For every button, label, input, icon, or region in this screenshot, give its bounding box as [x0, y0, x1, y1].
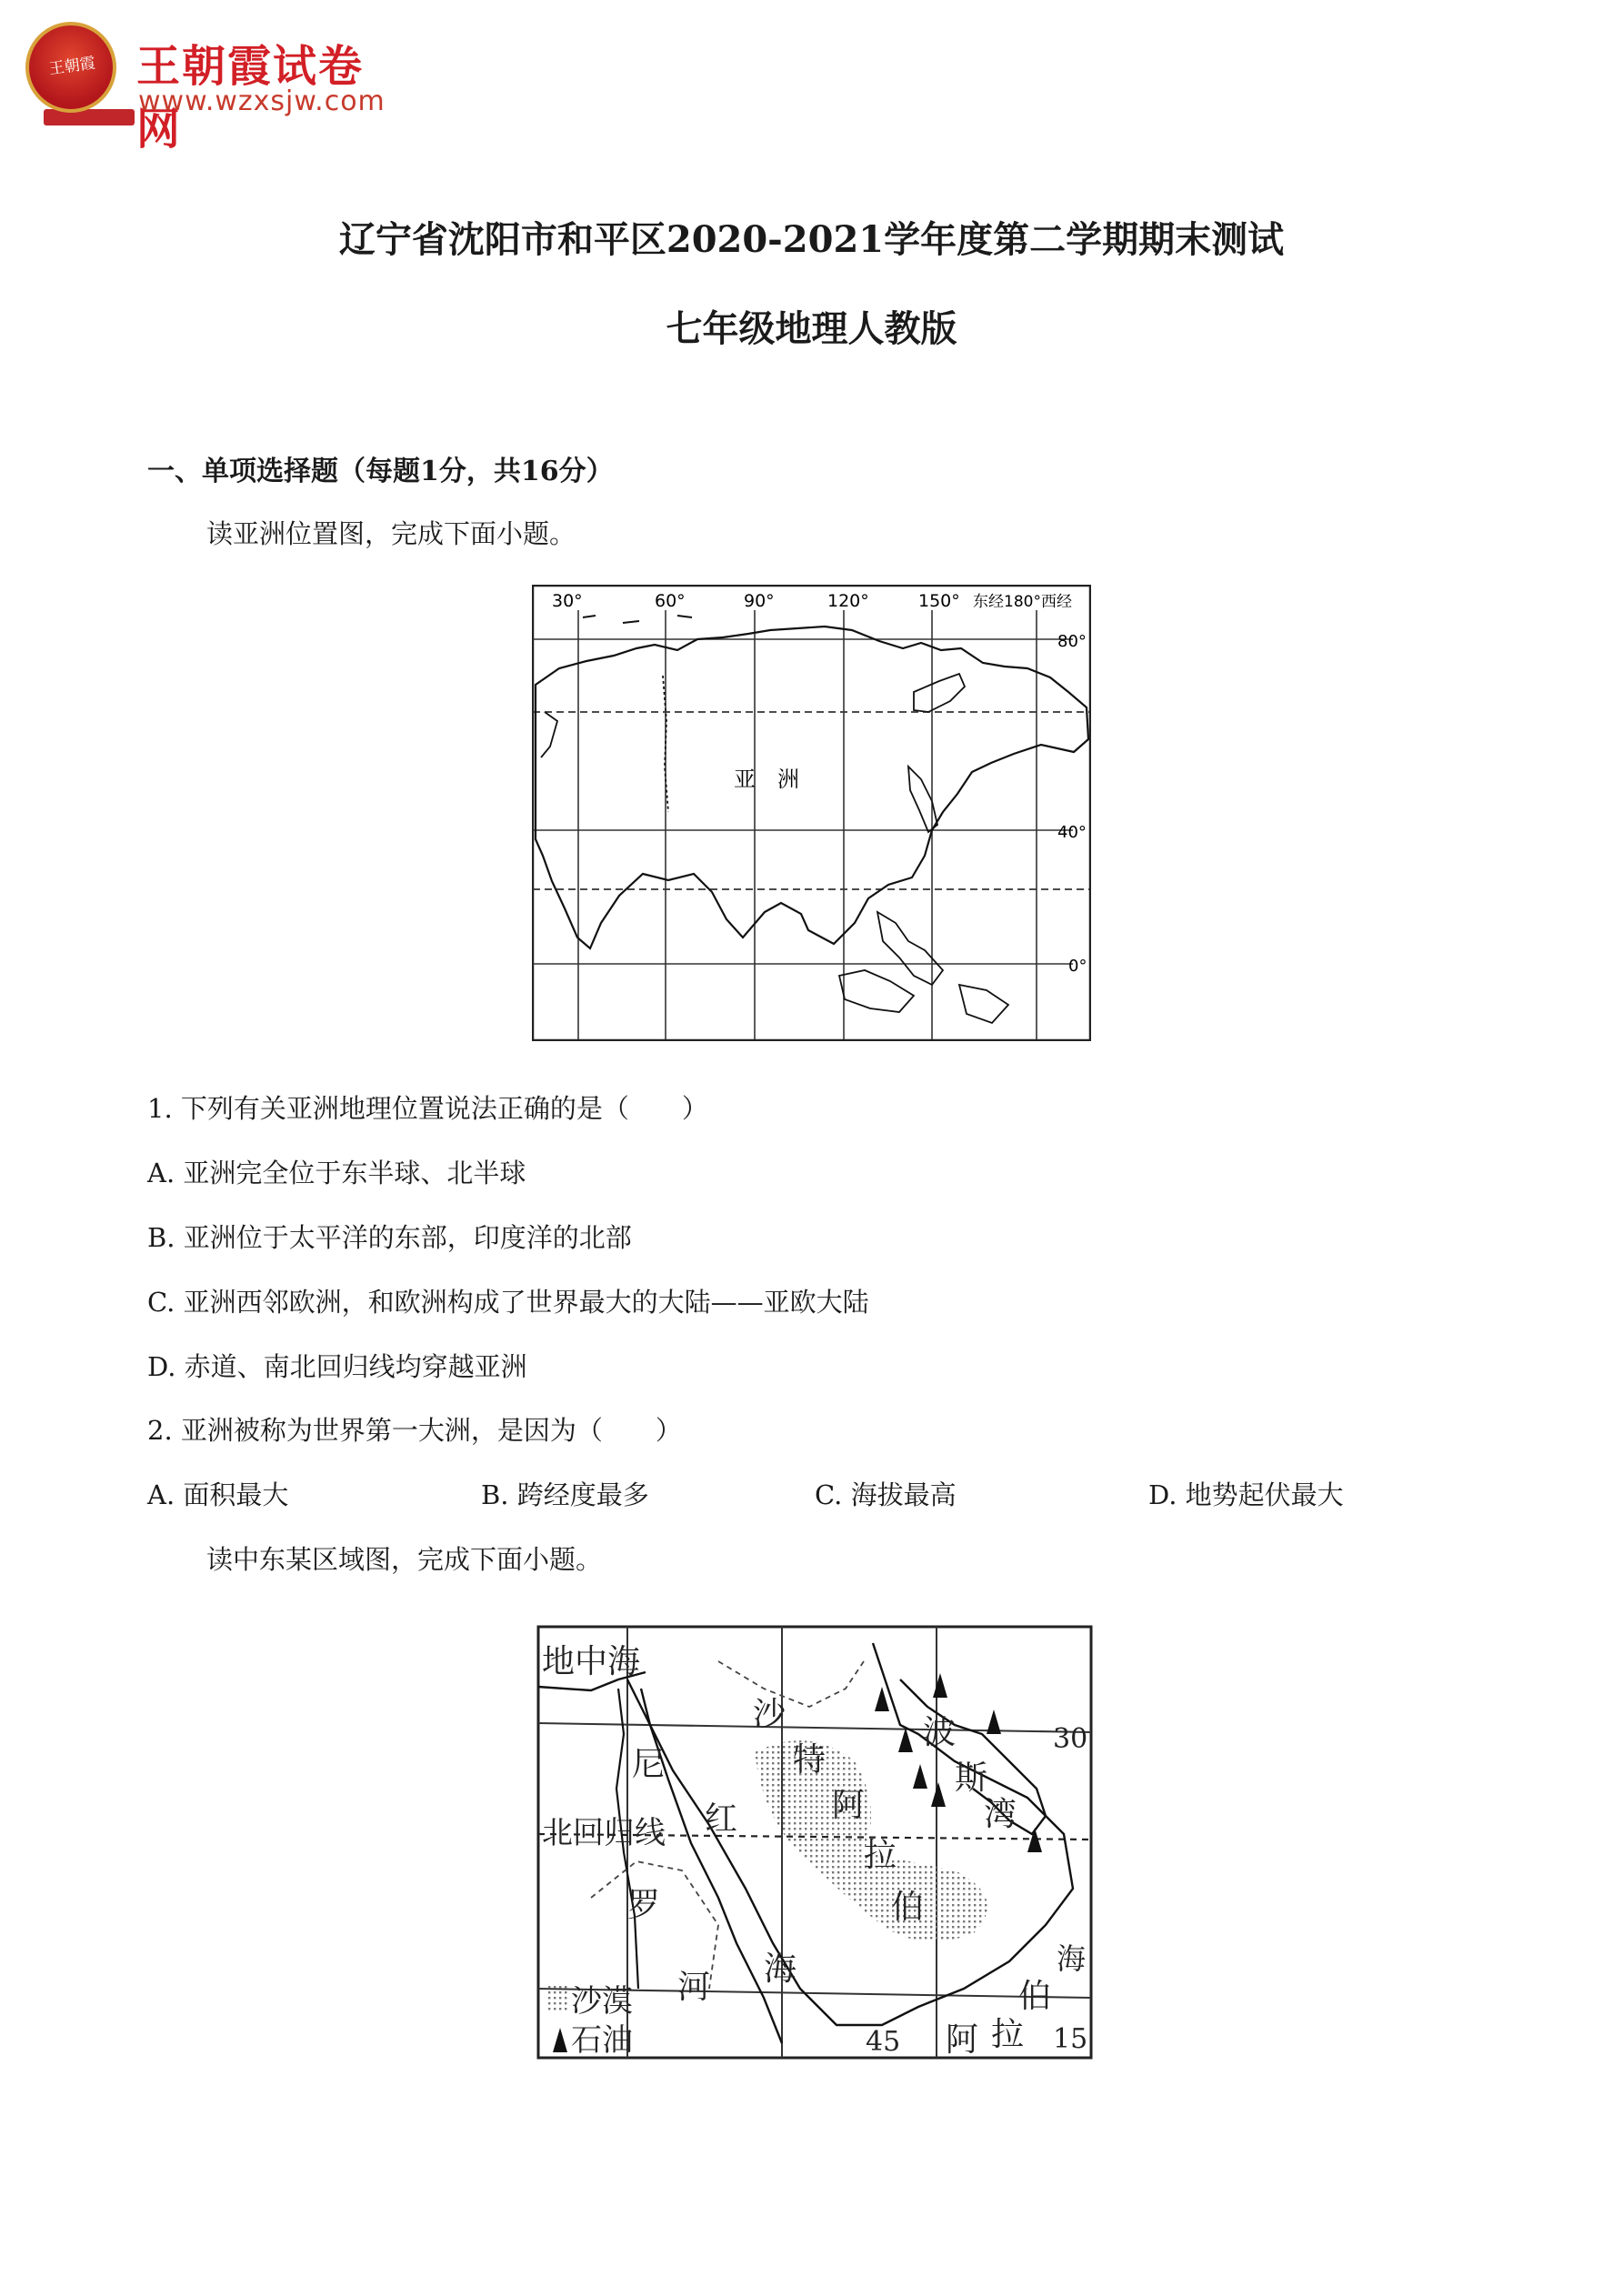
question-1-option-b[interactable]: B. 亚洲位于太平洋的东部，印度洋的北部: [147, 1222, 632, 1253]
lon-label-60: 60°: [655, 591, 686, 611]
asia-location-map: [532, 585, 1091, 1041]
svg-text:河: 河: [677, 1969, 711, 2006]
logo-ribbon: [44, 109, 135, 125]
question-2-option-d[interactable]: D. 地势起伏最大: [1148, 1479, 1344, 1510]
svg-text:拉: 拉: [864, 1837, 897, 1874]
intro-asia-map: 读亚洲位置图，完成下面小题。: [206, 518, 576, 549]
svg-text:15: 15: [1053, 2023, 1088, 2055]
svg-text:45: 45: [866, 2026, 901, 2058]
lon-label-120: 120°: [827, 591, 869, 611]
svg-text:斯: 斯: [955, 1760, 988, 1797]
exam-subtitle: 七年级地理人教版: [666, 307, 957, 350]
question-1-option-d[interactable]: D. 赤道、南北回归线均穿越亚洲: [147, 1351, 527, 1382]
question-2-option-c[interactable]: C. 海拔最高: [815, 1479, 957, 1510]
question-1-option-a[interactable]: A. 亚洲完全位于东半球、北半球: [147, 1158, 526, 1188]
logo-seal-icon: [25, 22, 116, 113]
asia-label: 亚 洲: [734, 767, 799, 792]
svg-text:红: 红: [705, 1800, 738, 1838]
exam-title: 辽宁省沈阳市和平区2020-2021学年度第二学期期末测试: [338, 218, 1285, 261]
intro-middle-east-map: 读中东某区域图，完成下面小题。: [206, 1544, 603, 1575]
svg-text:伯: 伯: [891, 1889, 925, 1926]
svg-text:尼: 尼: [632, 1746, 666, 1783]
lat-label-0: 0°: [1068, 957, 1087, 976]
svg-text:湾: 湾: [984, 1796, 1017, 1833]
svg-text:地中海: 地中海: [542, 1643, 641, 1680]
lon-label-90: 90°: [744, 591, 775, 611]
svg-text:沙: 沙: [753, 1696, 786, 1733]
lon-label-30: 30°: [552, 591, 583, 611]
svg-text:阿: 阿: [946, 2021, 979, 2059]
svg-text:石油: 石油: [571, 2022, 633, 2059]
lat-label-80: 80°: [1057, 632, 1087, 651]
question-2-option-b[interactable]: B. 跨经度最多: [481, 1479, 649, 1510]
question-2-stem: 2. 亚洲被称为世界第一大洲，是因为（ ）: [147, 1415, 682, 1446]
section-heading: 一、单项选择题（每题1分，共16分）: [147, 456, 614, 487]
question-1-option-c[interactable]: C. 亚洲西邻欧洲，和欧洲构成了世界最大的大陆——亚欧大陆: [147, 1287, 869, 1318]
svg-text:沙漠: 沙漠: [571, 1983, 633, 2020]
svg-text:北回归线: 北回归线: [542, 1815, 666, 1851]
logo-seal-text: 王朝霞: [47, 54, 96, 79]
logo-url: www.wzxsjw.com: [138, 85, 386, 117]
svg-text:波: 波: [923, 1714, 957, 1751]
svg-text:伯: 伯: [1018, 1978, 1052, 2015]
middle-east-map: [536, 1625, 1093, 2060]
svg-text:拉: 拉: [991, 2016, 1025, 2053]
svg-text:海: 海: [1057, 1941, 1087, 1976]
lat-label-40: 40°: [1057, 823, 1087, 842]
logo-title: 王朝霞试卷网: [136, 41, 365, 155]
svg-text:阿: 阿: [832, 1787, 866, 1824]
svg-text:30: 30: [1053, 1723, 1088, 1755]
lon-label-180: 东经180°西经: [973, 593, 1072, 611]
question-2-option-a[interactable]: A. 面积最大: [147, 1479, 289, 1510]
question-1-stem: 1. 下列有关亚洲地理位置说法正确的是（ ）: [147, 1093, 708, 1124]
site-logo: [25, 22, 407, 155]
lon-label-150: 150°: [918, 591, 960, 611]
svg-text:海: 海: [764, 1950, 797, 1988]
svg-text:特: 特: [793, 1741, 827, 1779]
svg-text:罗: 罗: [627, 1887, 661, 1924]
